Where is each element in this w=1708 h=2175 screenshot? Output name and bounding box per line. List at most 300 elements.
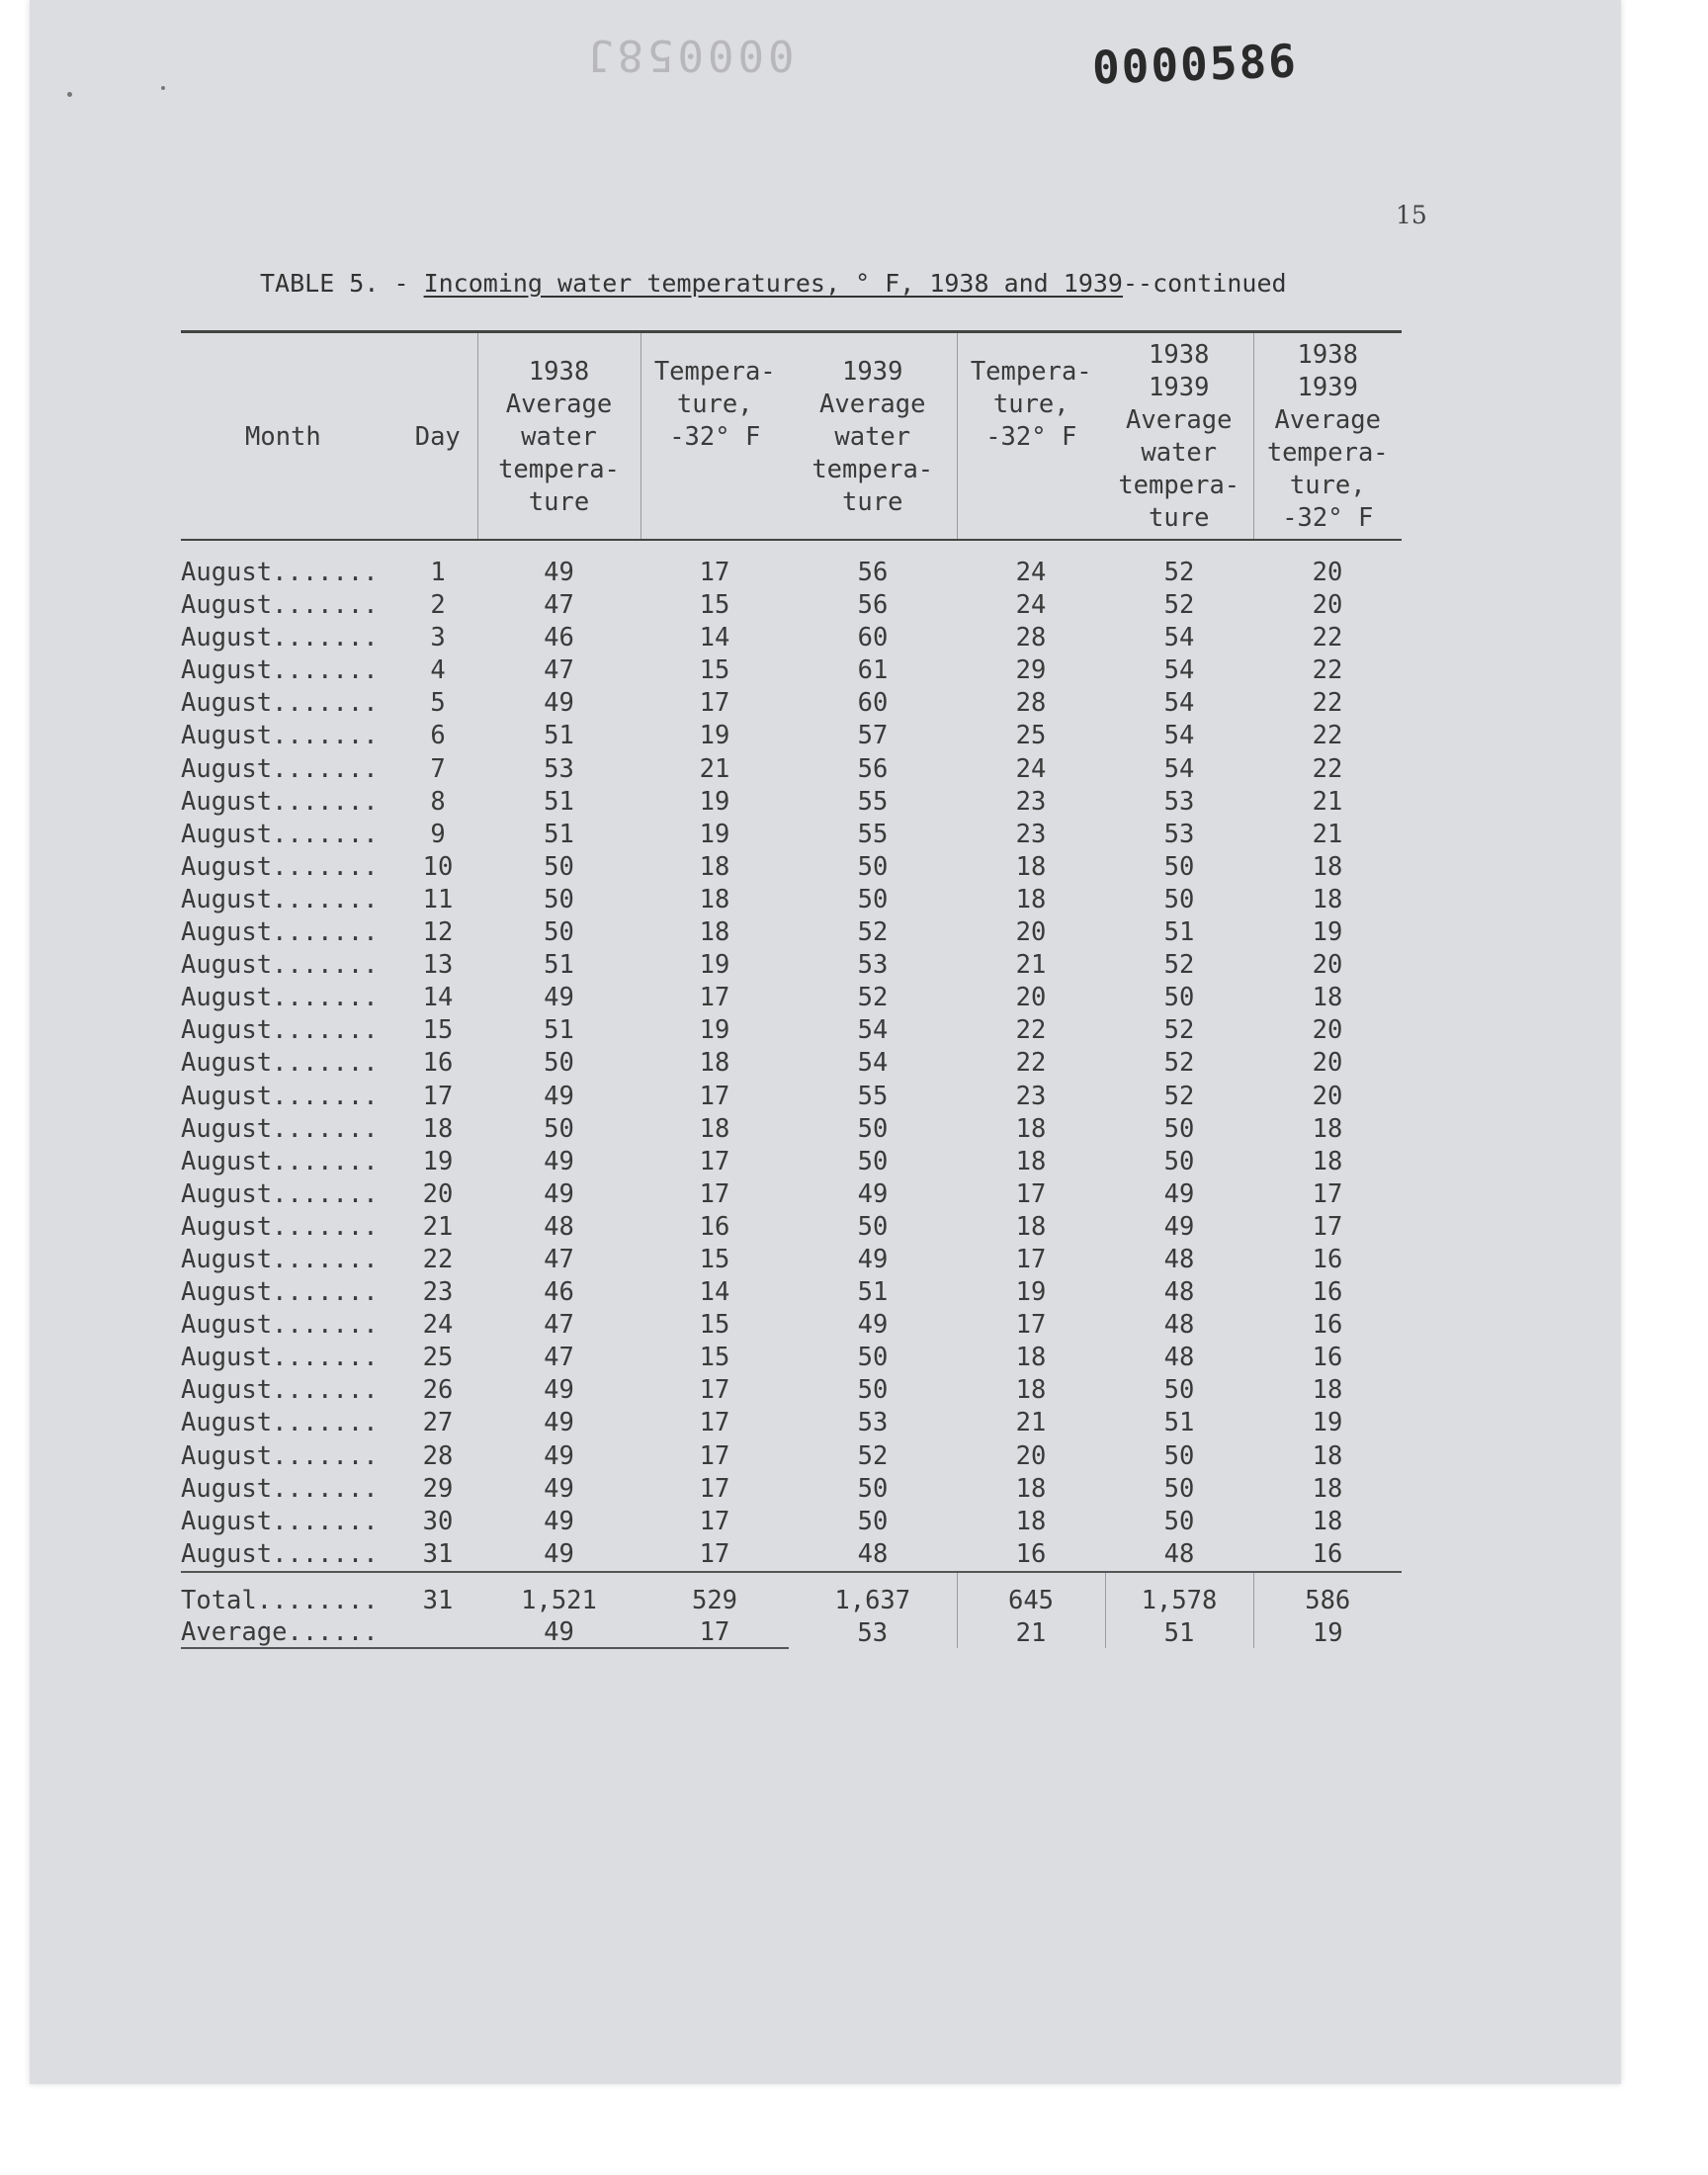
cell-combined-minus32: 16 [1253,1538,1402,1572]
cell-1939-minus32: 28 [1015,688,1047,719]
cell-1938-minus32: 18 [699,917,730,948]
spacer-row [181,540,1402,557]
table-row [181,1407,1402,1439]
table-row [181,1506,1402,1538]
table-row [181,1113,1402,1146]
cell-1939-average: 56 [857,753,889,784]
cell-1939-average: 49 [857,1310,889,1341]
cell-1938-minus32: 19 [699,950,730,981]
cell-combined-average: 50 [1163,1440,1195,1471]
cell-combined-average: 54 [1163,688,1195,719]
cell-1939-minus32: 28 [1015,623,1047,653]
cell-1939-average: 56 [857,558,889,587]
average-row [181,1617,1402,1648]
table-row [181,1211,1402,1244]
cell-1939-minus32: 18 [1015,1146,1047,1176]
cell-1939-average: 50 [857,1375,889,1406]
table-row [181,1146,1402,1178]
cell-day: 29 [422,1473,454,1504]
cell-1938-average: 49 [544,1408,574,1438]
cell-combined-minus32: 18 [1312,1146,1343,1176]
cell-1939-minus32: 18 [1015,1506,1047,1536]
average-label: Average...... [181,1617,398,1648]
cell-day: 2 [430,590,446,621]
cell-1939-minus32: 18 [1015,1113,1047,1144]
cell-1939-average: 55 [857,1081,889,1111]
cell-1938-minus32: 17 [699,1473,730,1504]
average-day [398,1617,477,1648]
cell-month: August....... [181,884,379,914]
cell-combined-average: 52 [1163,950,1195,981]
cell-1939-average: 50 [857,1473,889,1504]
cell-1938-minus32: 18 [699,1048,730,1079]
cell-month: August....... [181,1113,379,1144]
cell-1938-minus32: 17 [699,1506,730,1536]
cell-combined-average: 53 [1163,786,1195,817]
page-number: 15 [1396,201,1427,229]
table-row [181,622,1402,654]
cell-1939-average: 55 [857,819,889,849]
cell-month: August....... [181,1081,379,1111]
table-row [181,654,1402,687]
cell-month: August....... [181,851,379,882]
cell-day: 12 [422,917,454,948]
table-row [181,557,1402,589]
cell-1939-minus32: 17 [1015,1244,1047,1274]
average-1939-minus32: 21 [957,1617,1105,1648]
cell-combined-average: 50 [1163,983,1195,1013]
cell-combined-average: 54 [1163,623,1195,653]
cell-1938-minus32: 21 [699,753,730,784]
table-row [181,1473,1402,1506]
cell-1939-minus32: 22 [1015,1015,1047,1046]
cell-1939-average: 50 [857,1506,889,1536]
cell-1939-minus32: 20 [1015,983,1047,1013]
cell-combined-average: 53 [1163,819,1195,849]
cell-1938-minus32: 17 [699,1440,730,1471]
table-row [181,1276,1402,1309]
cell-combined-minus32: 18 [1312,1473,1343,1504]
cell-1939-minus32: 18 [1015,1473,1047,1504]
cell-1938-average: 51 [544,950,574,981]
cell-1939-average: 50 [857,851,889,882]
cell-month: August....... [181,1538,398,1572]
cell-day: 28 [422,1440,454,1471]
table-row [181,1309,1402,1342]
cell-combined-average: 52 [1163,590,1195,621]
cell-combined-minus32: 17 [1312,1178,1343,1209]
cell-combined-minus32: 18 [1312,1440,1343,1471]
cell-day: 6 [430,721,446,751]
cell-1938-minus32: 17 [699,1375,730,1406]
cell-1938-average: 49 [544,1375,574,1406]
cell-combined-average: 52 [1163,1048,1195,1079]
total-1938-average: 1,521 [521,1585,597,1615]
cell-day: 30 [422,1506,454,1536]
cell-1939-minus32: 18 [1015,884,1047,914]
cell-day: 11 [422,884,454,914]
cell-month: August....... [181,1343,379,1373]
cell-1939-average: 60 [857,688,889,719]
cell-day: 17 [422,1081,454,1111]
table-row [181,949,1402,982]
average-combined-average: 51 [1105,1617,1253,1648]
cell-1939-minus32: 23 [1015,786,1047,817]
cell-day: 18 [422,1113,454,1144]
cell-combined-minus32: 17 [1312,1211,1343,1242]
cell-day: 16 [422,1048,454,1079]
cell-combined-average: 48 [1163,1277,1195,1308]
cell-combined-minus32: 22 [1312,655,1343,686]
cell-1939-minus32: 18 [1015,1343,1047,1373]
cell-day: 20 [422,1178,454,1209]
table-row [181,753,1402,786]
cell-1939-average: 54 [857,1015,889,1046]
cell-month: August....... [181,1178,379,1209]
cell-1939-minus32: 23 [1015,819,1047,849]
table-row [181,916,1402,949]
document-number-stamp: 0000586 [1091,34,1299,95]
cell-month: August....... [181,786,379,817]
cell-day: 27 [422,1408,454,1438]
cell-combined-minus32: 20 [1312,590,1343,621]
cell-combined-minus32: 21 [1312,786,1343,817]
cell-month: August....... [181,590,379,621]
cell-month: August....... [181,655,379,686]
cell-combined-average: 54 [1163,655,1195,686]
table-row [181,851,1402,884]
cell-1939-minus32: 21 [1015,1408,1047,1438]
header-combined-minus32: 1938 1939 Average tempera- ture, -32° F [1253,332,1402,541]
cell-combined-minus32: 16 [1312,1343,1343,1373]
cell-1938-average: 47 [544,1343,574,1373]
cell-1939-average: 49 [857,1244,889,1274]
cell-day: 25 [422,1343,454,1373]
cell-1939-average: 61 [857,655,889,686]
cell-day: 14 [422,983,454,1013]
cell-1938-average: 49 [544,688,574,719]
table-row [181,786,1402,819]
cell-1939-average: 48 [789,1538,957,1572]
header-month: Month [181,332,398,541]
cell-1938-minus32: 14 [699,623,730,653]
header-1938-minus32: Tempera- ture, -32° F [640,332,789,541]
cell-combined-minus32: 18 [1312,851,1343,882]
cell-1938-minus32: 19 [699,721,730,751]
cell-month: August....... [181,1473,379,1504]
cell-1938-minus32: 16 [699,1211,730,1242]
cell-1938-average: 46 [544,1277,574,1308]
cell-1938-average: 47 [544,1244,574,1274]
cell-day: 9 [430,819,446,849]
cell-combined-minus32: 22 [1312,688,1343,719]
cell-1938-average: 49 [544,1178,574,1209]
cell-combined-minus32: 22 [1312,623,1343,653]
table-title-suffix: --continued [1123,269,1287,298]
cell-1939-average: 52 [857,1440,889,1471]
cell-1938-average: 51 [544,786,574,817]
cell-combined-average: 50 [1163,1113,1195,1144]
cell-combined-minus32: 18 [1312,1506,1343,1536]
cell-1938-average: 47 [544,590,574,621]
cell-day: 10 [422,851,454,882]
header-1939-average: 1939 Average water tempera- ture [789,332,957,541]
cell-1938-average: 49 [544,1506,574,1536]
cell-month: August....... [181,1015,379,1046]
cell-month: August....... [181,1048,379,1079]
average-1938-minus32: 17 [640,1617,789,1648]
average-combined-minus32: 19 [1253,1617,1402,1648]
cell-combined-minus32: 19 [1312,917,1343,948]
cell-1939-minus32: 20 [1015,1440,1047,1471]
cell-1938-average: 50 [544,917,574,948]
cell-day: 23 [422,1277,454,1308]
table-title-underlined: Incoming water temperatures, ° F, 1938 and 1939 [423,269,1123,298]
cell-combined-minus32: 18 [1312,884,1343,914]
cell-1939-minus32: 18 [1015,1211,1047,1242]
cell-1938-minus32: 17 [699,1408,730,1438]
table-row [181,1047,1402,1080]
table-row [181,1014,1402,1047]
table-row [181,720,1402,752]
cell-day: 1 [430,558,446,587]
cell-1938-minus32: 14 [699,1277,730,1308]
table-title-prefix: TABLE 5. - [260,269,424,298]
cell-combined-minus32: 20 [1312,558,1343,587]
cell-month: August....... [181,1146,379,1176]
cell-1938-average: 49 [544,983,574,1013]
cell-combined-average: 50 [1163,1375,1195,1406]
table-row [181,1538,1402,1572]
cell-month: August....... [181,1408,379,1438]
cell-month: August....... [181,1310,379,1341]
cell-combined-minus32: 18 [1312,1375,1343,1406]
average-1939-average: 53 [857,1617,889,1648]
temperature-table [181,330,1402,1649]
cell-1939-average: 57 [857,721,889,751]
cell-month: August....... [181,1211,379,1242]
table-row [181,589,1402,622]
cell-1939-average: 51 [857,1277,889,1308]
cell-combined-average: 50 [1163,851,1195,882]
cell-combined-minus32: 16 [1312,1310,1343,1341]
total-combined-average: 1,578 [1105,1572,1253,1617]
cell-month: August....... [181,819,379,849]
cell-1938-minus32: 17 [699,983,730,1013]
cell-1939-minus32: 18 [1015,851,1047,882]
total-row [181,1572,1402,1617]
cell-combined-average: 50 [1163,884,1195,914]
cell-combined-minus32: 22 [1312,753,1343,784]
total-1939-average: 1,637 [834,1585,911,1615]
cell-1938-average: 47 [544,1310,574,1341]
cell-1938-average: 51 [544,721,574,751]
speck-mark [161,86,165,90]
cell-1938-average: 50 [544,1113,574,1144]
cell-combined-minus32: 19 [1312,1408,1343,1438]
cell-1938-average: 50 [544,1048,574,1079]
cell-combined-minus32: 20 [1312,1015,1343,1046]
cell-1938-average: 51 [544,819,574,849]
cell-1939-average: 53 [857,1408,889,1438]
cell-month: August....... [181,1375,379,1406]
cell-1938-minus32: 15 [699,655,730,686]
table-row [181,819,1402,851]
cell-combined-average: 48 [1163,1310,1195,1341]
cell-combined-average: 48 [1163,1244,1195,1274]
cell-combined-average: 48 [1163,1343,1195,1373]
cell-1938-average: 50 [544,851,574,882]
cell-month: August....... [181,688,379,719]
cell-1938-average: 49 [544,1081,574,1111]
cell-1939-average: 55 [857,786,889,817]
header-combined-average: 1938 1939 Average water tempera- ture [1105,332,1253,541]
cell-month: August....... [181,721,379,751]
cell-1938-minus32: 19 [699,786,730,817]
cell-combined-average: 48 [1105,1538,1253,1572]
cell-day: 7 [430,753,446,784]
table-row [181,1081,1402,1113]
cell-day: 22 [422,1244,454,1274]
cell-combined-average: 54 [1163,753,1195,784]
header-1938-average: 1938 Average water tempera- ture [477,332,640,541]
header-day: Day [398,332,477,541]
cell-combined-average: 52 [1163,558,1195,587]
cell-1938-average: 49 [477,1538,640,1572]
cell-combined-minus32: 20 [1312,1081,1343,1111]
total-1938-minus32: 529 [691,1585,738,1615]
cell-1939-average: 49 [857,1178,889,1209]
faded-document-number-stamp: 000058J [583,30,795,80]
cell-1939-average: 53 [857,950,889,981]
cell-1938-minus32: 18 [699,1113,730,1144]
cell-1938-minus32: 15 [699,1244,730,1274]
cell-1939-minus32: 25 [1015,721,1047,751]
cell-1939-minus32: 24 [1015,753,1047,784]
cell-day: 5 [430,688,446,719]
cell-1939-average: 50 [857,1113,889,1144]
cell-1938-average: 49 [544,1440,574,1471]
header-row [181,332,1402,541]
cell-1939-minus32: 24 [1015,558,1047,587]
cell-month: August....... [181,1506,379,1536]
cell-month: August....... [181,753,379,784]
cell-day: 19 [422,1146,454,1176]
cell-1938-minus32: 17 [699,688,730,719]
table-row [181,1178,1402,1211]
total-label: Total........ [181,1585,379,1615]
total-1939-minus32: 645 [957,1572,1105,1617]
average-1938-average: 49 [477,1617,640,1648]
cell-1939-average: 52 [857,983,889,1013]
cell-day: 3 [430,623,446,653]
header-1939-minus32: Tempera- ture, -32° F [957,332,1105,541]
cell-combined-average: 49 [1163,1211,1195,1242]
cell-1938-average: 49 [544,1146,574,1176]
cell-1938-average: 50 [544,884,574,914]
cell-combined-average: 54 [1163,721,1195,751]
cell-combined-minus32: 16 [1312,1244,1343,1274]
table-row [181,687,1402,720]
cell-1938-minus32: 19 [699,1015,730,1046]
cell-month: August....... [181,1244,379,1274]
cell-combined-average: 52 [1163,1015,1195,1046]
cell-1939-minus32: 17 [1015,1178,1047,1209]
table-row [181,1440,1402,1473]
cell-1938-minus32: 18 [699,851,730,882]
cell-1938-minus32: 17 [699,1081,730,1111]
cell-combined-minus32: 21 [1312,819,1343,849]
cell-1939-minus32: 17 [1015,1310,1047,1341]
cell-1938-minus32: 17 [640,1538,789,1572]
cell-month: August....... [181,1277,379,1308]
cell-1938-minus32: 18 [699,884,730,914]
cell-1938-average: 48 [544,1211,574,1242]
cell-1939-average: 54 [857,1048,889,1079]
table-row [181,1244,1402,1276]
cell-1938-average: 47 [544,655,574,686]
cell-1939-average: 50 [857,884,889,914]
cell-day: 8 [430,786,446,817]
cell-1938-average: 51 [544,1015,574,1046]
cell-month: August....... [181,983,379,1013]
cell-1939-minus32: 29 [1015,655,1047,686]
cell-day: 13 [422,950,454,981]
cell-combined-average: 50 [1163,1146,1195,1176]
table-title [260,269,1287,298]
cell-combined-minus32: 16 [1312,1277,1343,1308]
cell-day: 15 [422,1015,454,1046]
cell-1938-minus32: 15 [699,1343,730,1373]
cell-1938-minus32: 17 [699,1178,730,1209]
cell-combined-minus32: 22 [1312,721,1343,751]
cell-1939-average: 60 [857,623,889,653]
cell-combined-average: 51 [1163,1408,1195,1438]
cell-combined-average: 50 [1163,1506,1195,1536]
cell-1939-average: 56 [857,590,889,621]
cell-1939-minus32: 21 [1015,950,1047,981]
cell-1939-minus32: 16 [957,1538,1105,1572]
speck-mark [67,92,72,97]
cell-combined-minus32: 20 [1312,1048,1343,1079]
cell-1939-minus32: 18 [1015,1375,1047,1406]
total-day: 31 [422,1585,454,1615]
cell-1939-minus32: 23 [1015,1081,1047,1111]
cell-month: August....... [181,950,379,981]
cell-month: August....... [181,558,379,587]
cell-month: August....... [181,917,379,948]
cell-1939-average: 50 [857,1146,889,1176]
cell-combined-average: 52 [1163,1081,1195,1111]
cell-1938-average: 46 [544,623,574,653]
cell-1939-minus32: 22 [1015,1048,1047,1079]
cell-month: August....... [181,1440,379,1471]
cell-1938-minus32: 17 [699,558,730,587]
cell-combined-average: 49 [1163,1178,1195,1209]
cell-1938-average: 53 [544,753,574,784]
cell-day: 26 [422,1375,454,1406]
cell-1938-minus32: 19 [699,819,730,849]
table-row [181,982,1402,1014]
cell-1939-average: 50 [857,1343,889,1373]
cell-1939-average: 50 [857,1211,889,1242]
cell-day: 31 [398,1538,477,1572]
cell-1938-average: 49 [544,1473,574,1504]
table-row [181,1374,1402,1407]
cell-combined-minus32: 18 [1312,983,1343,1013]
cell-1939-minus32: 20 [1015,917,1047,948]
table-row [181,1342,1402,1374]
